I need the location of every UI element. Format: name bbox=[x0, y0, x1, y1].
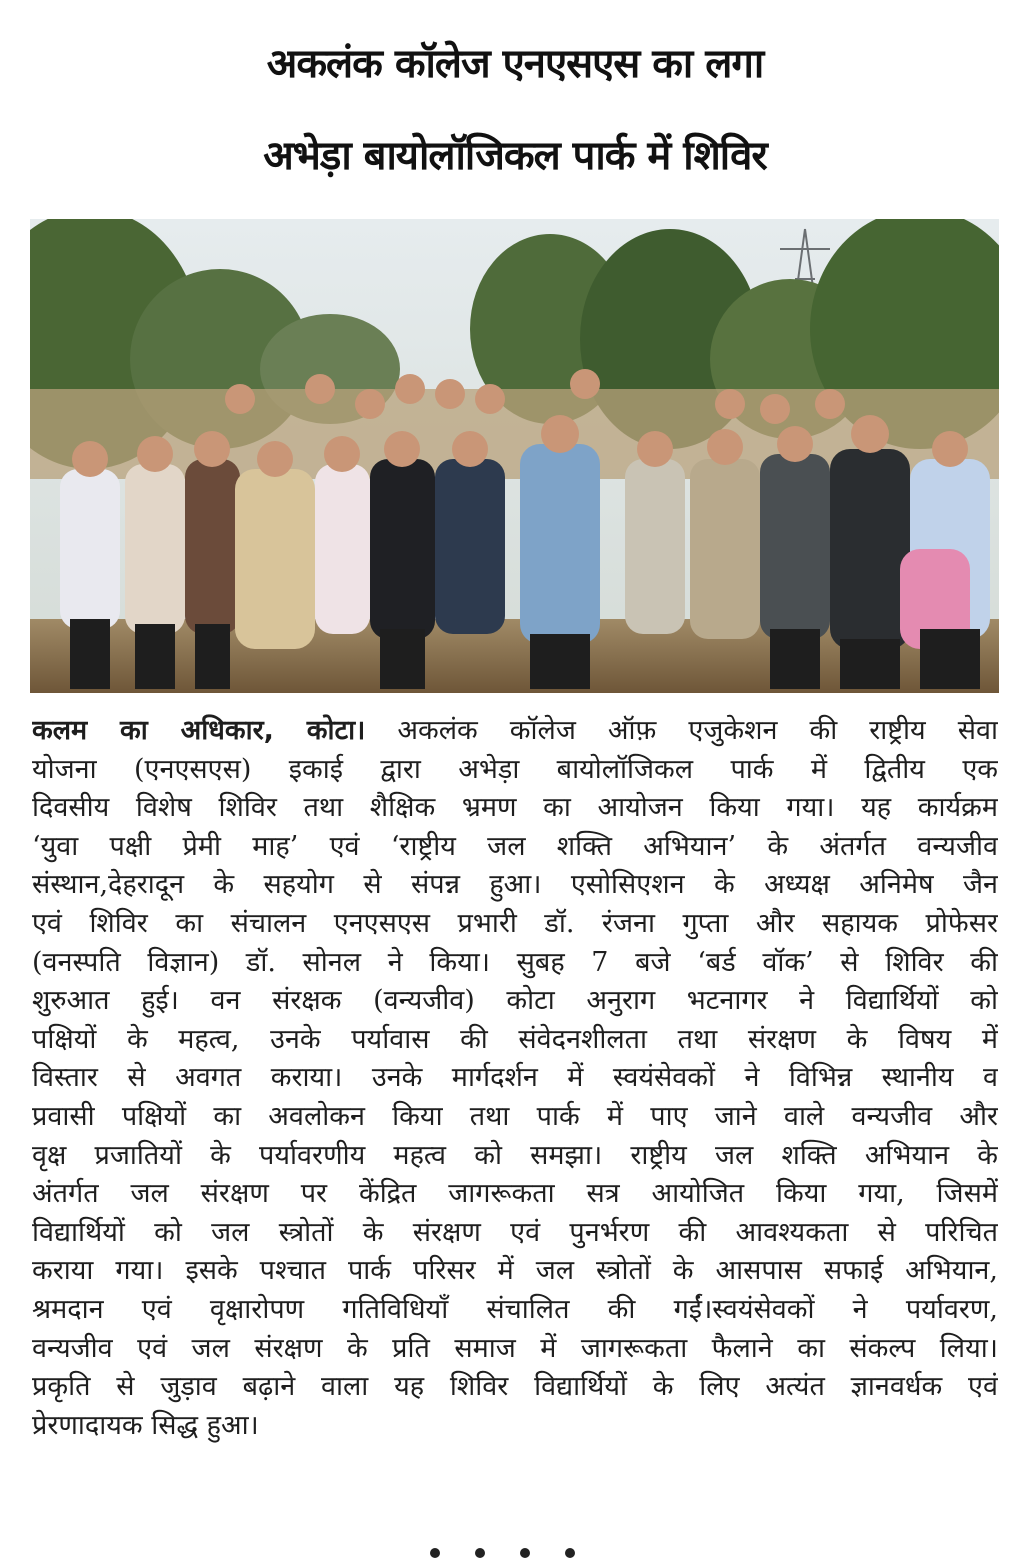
headline-line-2: अभेड़ा बायोलॉजिकल पार्क में शिविर bbox=[263, 133, 767, 179]
article-line: पक्षियों के महत्व, उनके पर्यावास की संवेदनशीलता तथा संरक्षण के विषय में bbox=[32, 1023, 998, 1055]
divider-dot bbox=[430, 1548, 440, 1558]
article-line: विस्तार से अवगत कराया। उनके मार्गदर्शन में स्वयंसेवकों ने विभिन्न स्थानीय व bbox=[32, 1062, 998, 1094]
article-line-text: अकलंक कॉलेज ऑफ़ एजुकेशन की राष्ट्रीय सेवा bbox=[397, 715, 998, 746]
article-line: विद्यार्थियों को जल स्त्रोतों के संरक्षण एवं पुनर्भरण की आवश्यकता से परिचित bbox=[32, 1216, 998, 1248]
article-body bbox=[32, 712, 998, 1445]
section-divider bbox=[420, 1548, 600, 1558]
article-line: एवं शिविर का संचालन एनएसएस प्रभारी डॉ. रंजना गुप्ता और सहायक प्रोफेसर bbox=[32, 907, 998, 939]
article-line: दिवसीय विशेष शिविर तथा शैक्षिक भ्रमण का आयोजन किया गया। यह कार्यक्रम bbox=[32, 792, 998, 824]
divider-dot bbox=[565, 1548, 575, 1558]
headline bbox=[0, 18, 1030, 202]
article-line: शुरुआत हुई। वन संरक्षक (वन्यजीव) कोटा अनुराग भटनागर ने विद्यार्थियों को bbox=[32, 985, 998, 1017]
article-line: योजना (एनएसएस) इकाई द्वारा अभेड़ा बायोलॉजिकल पार्क में द्वितीय एक bbox=[32, 753, 998, 785]
article-line: वृक्ष प्रजातियों के पर्यावरणीय महत्व को समझा। राष्ट्रीय जल शक्ति अभियान के bbox=[32, 1139, 998, 1171]
article-line bbox=[32, 712, 998, 751]
dateline: कलम का अधिकार, कोटा। bbox=[32, 715, 366, 746]
group-photo bbox=[30, 219, 999, 693]
article-line: प्रवासी पक्षियों का अवलोकन किया तथा पार्क में पाए जाने वाले वन्यजीव और bbox=[32, 1100, 998, 1132]
headline-line-1: अकलंक कॉलेज एनएसएस का लगा bbox=[266, 41, 764, 87]
article-line: प्रेरणादायक सिद्ध हुआ। bbox=[32, 1409, 259, 1441]
group-photo-icon bbox=[30, 219, 999, 693]
article-line: प्रकृति से जुड़ाव बढ़ाने वाला यह शिविर विद्यार्थियों के लिए अत्यंत ज्ञानवर्धक एवं bbox=[32, 1371, 998, 1403]
article-line: वन्यजीव एवं जल संरक्षण के प्रति समाज में जागरूकता फैलाने का संकल्प लिया। bbox=[32, 1332, 998, 1364]
article-line: (वनस्पति विज्ञान) डॉ. सोनल ने किया। सुबह 7 बजे ‘बर्ड वॉक’ से शिविर की bbox=[32, 946, 998, 978]
article-line: कराया गया। इसके पश्चात पार्क परिसर में जल स्त्रोतों के आसपास सफाई अभियान, bbox=[32, 1255, 998, 1287]
article-line: संस्थान,देहरादून के सहयोग से संपन्न हुआ। एसोसिएशन के अध्यक्ष अनिमेष जैन bbox=[32, 869, 998, 901]
divider-dot bbox=[520, 1548, 530, 1558]
article-line: ‘युवा पक्षी प्रेमी माह’ एवं ‘राष्ट्रीय जल शक्ति अभियान’ के अंतर्गत वन्यजीव bbox=[32, 830, 998, 862]
article-line: श्रमदान एवं वृक्षारोपण गतिविधियाँ संचालित की गईं।स्वयंसेवकों ने पर्यावरण, bbox=[32, 1293, 998, 1325]
divider-dot bbox=[475, 1548, 485, 1558]
article-line: अंतर्गत जल संरक्षण पर केंद्रित जागरूकता सत्र आयोजित किया गया, जिसमें bbox=[32, 1178, 998, 1210]
